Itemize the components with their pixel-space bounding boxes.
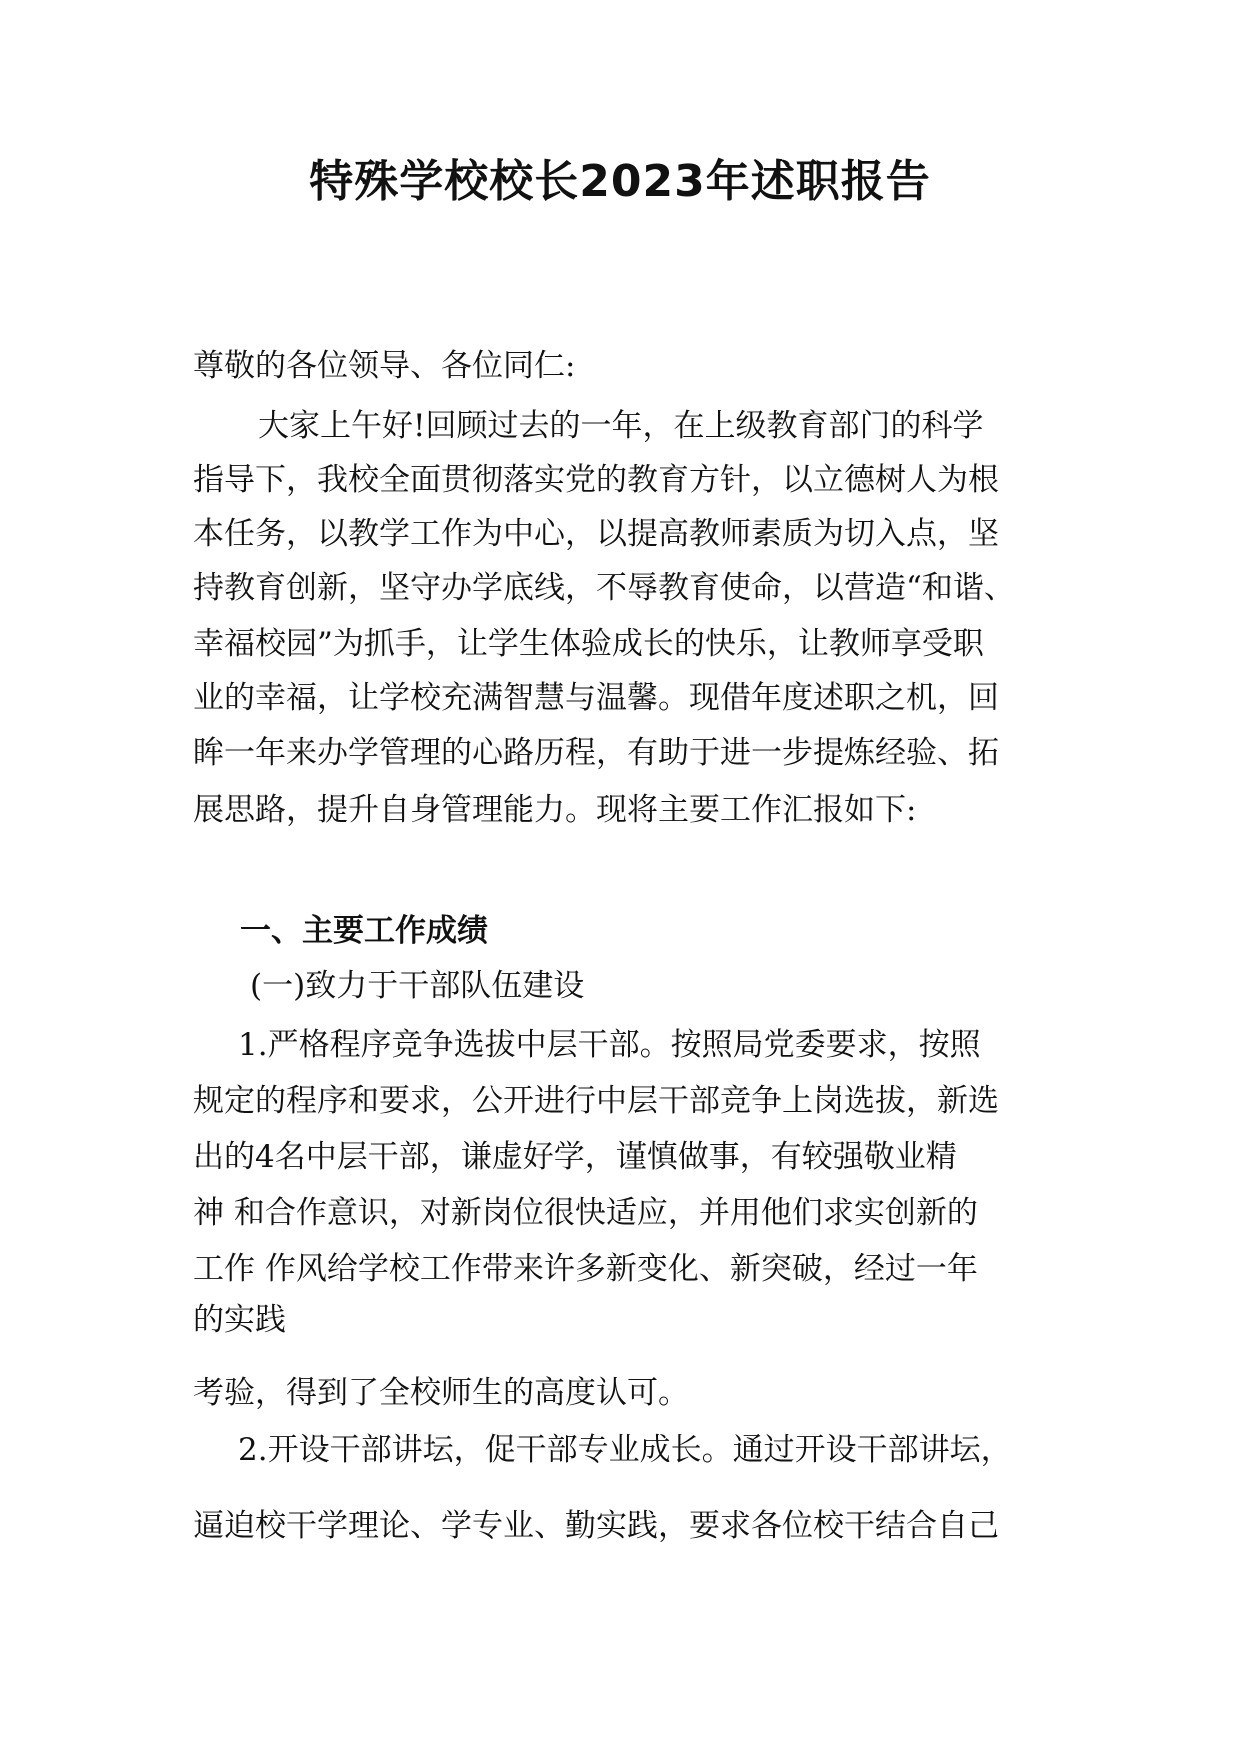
- paragraph-line: 2.开设干部讲坛，促干部专业成长。通过开设干部讲坛，: [238, 1432, 1012, 1468]
- paragraph-line: 考验，得到了全校师生的高度认可。: [193, 1375, 689, 1411]
- paragraph-line: 规定的程序和要求，公开进行中层干部竞争上岗选拔，新选: [193, 1083, 999, 1119]
- paragraph-line: 展思路，提升自身管理能力。现将主要工作汇报如下:: [193, 792, 917, 828]
- document-title: 特殊学校校长2023年述职报告: [309, 156, 931, 207]
- paragraph-line: 本任务，以教学工作为中心，以提高教师素质为切入点，坚: [193, 516, 999, 552]
- paragraph-line: 出的4名中层干部，谦虚好学，谨慎做事，有较强敬业精: [193, 1139, 957, 1175]
- paragraph-line: 眸一年来办学管理的心路历程，有助于进一步提炼经验、拓: [193, 735, 999, 771]
- paragraph-line: 逼迫校干学理论、学专业、勤实践，要求各位校干结合自己: [193, 1508, 999, 1544]
- paragraph-line: 工作 作风给学校工作带来许多新变化、新突破，经过一年: [193, 1251, 978, 1287]
- paragraph-line: 的实践: [193, 1302, 286, 1338]
- subsection-heading: (一)致力于干部队伍建设: [250, 968, 585, 1004]
- paragraph-line: 持教育创新，坚守办学底线，不辱教育使命，以营造“和谐、: [193, 570, 1015, 606]
- paragraph-line: 大家上午好!回顾过去的一年，在上级教育部门的科学: [258, 408, 984, 444]
- section-heading: 一、主要工作成绩: [240, 913, 488, 949]
- paragraph-line: 幸福校园”为抓手，让学生体验成长的快乐，让教师享受职: [193, 626, 984, 662]
- paragraph-line: 指导下，我校全面贯彻落实党的教育方针，以立德树人为根: [193, 462, 999, 498]
- salutation: 尊敬的各位领导、各位同仁:: [193, 348, 576, 384]
- paragraph-line: 1.严格程序竞争选拔中层干部。按照局党委要求，按照: [238, 1027, 981, 1063]
- paragraph-line: 业的幸福，让学校充满智慧与温馨。现借年度述职之机，回: [193, 680, 999, 716]
- paragraph-line: 神 和合作意识，对新岗位很快适应，并用他们求实创新的: [193, 1195, 978, 1231]
